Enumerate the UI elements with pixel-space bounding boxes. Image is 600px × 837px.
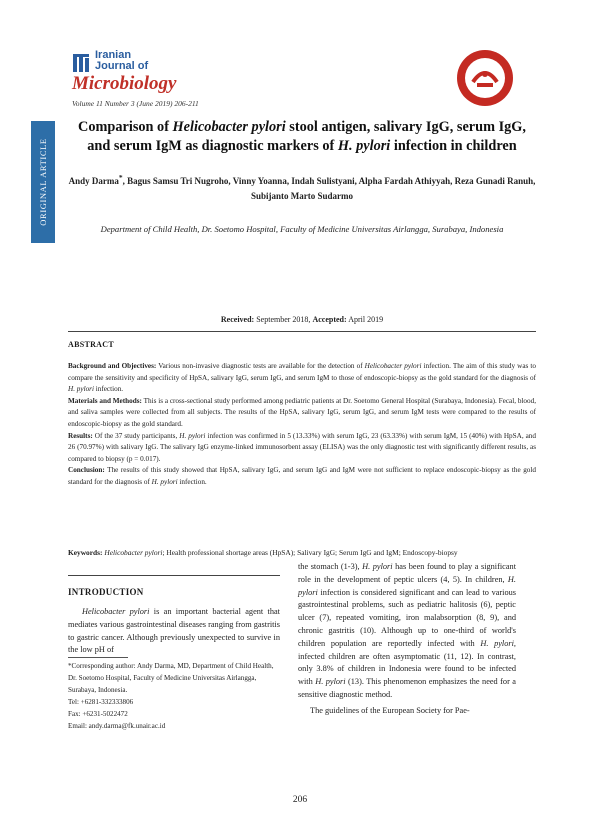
author-list: Andy Darma*, Bagus Samsu Tri Nugroho, Vinny Yoanna, Indah Sulistyani, Alpha Fardah Athiyyah, Reza Gunadi Ranuh, Subijanto Marto Sudarmo bbox=[68, 173, 536, 201]
affiliation: Department of Child Health, Dr. Soetomo Hospital, Faculty of Medicine Universitas Airlangga, Surabaya, Indonesia bbox=[100, 224, 504, 234]
corresponding-author: *Corresponding author: Andy Darma, MD, Department of Child Health, Dr. Soetomo Hospital, Faculty of Medicine Universitas Airlangga, Surabaya, Indonesia. bbox=[68, 662, 274, 694]
journal-name-small: Iranian Journal of bbox=[95, 49, 149, 72]
page-number: 206 bbox=[292, 795, 308, 805]
article-title: Comparison of Helicobacter pylori stool antigen, salivary IgG, serum IgG, and serum IgM as diagnostic markers of H. pylori infection in children bbox=[78, 119, 526, 154]
society-logo-icon bbox=[455, 48, 515, 108]
journal-logo-icon bbox=[72, 52, 94, 74]
keywords: Keywords: Helicobacter pylori; Health professional shortage areas (HpSA); Salivary IgG; Serum IgG and IgM; Endoscopy-biopsy bbox=[68, 548, 458, 557]
abstract-methods: Materials and Methods: This is a cross-sectional study performed among pediatric patients at Dr. Soetomo General Hospital (Surabaya, Indonesia). Fecal, blood, and saliva samples were collected from all subjects. The results of the HpSA, salivary IgG, serum IgG, and serum IgM tests were compared to the results of endoscopic-biopsy as the gold standard. bbox=[68, 396, 536, 428]
received-accepted-dates: Received: September 2018, Accepted: April 2019 bbox=[220, 315, 384, 324]
fax-number: Fax: +6231-5022472 bbox=[68, 709, 128, 718]
divider bbox=[68, 331, 536, 332]
abstract-background: Background and Objectives: Various non-invasive diagnostic tests are available for the detection of Helicobacter pylori infection. The aim of this study was to compare the sensitivity and specificity of HpSA, salivary IgG, serum IgG, and serum IgM to those of endoscopic-biopsy as the gold standard for the diagnosis of H. pylori infection. bbox=[68, 362, 536, 394]
article-type-label: ORIGINAL ARTICLE bbox=[38, 138, 48, 226]
email-address: Email: andy.darma@fk.unair.ac.id bbox=[68, 721, 166, 730]
intro-left-column: Helicobacter pylori is an important bacterial agent that mediates various gastrointestinal diseases ranging from gastritis to gastric cancer. Although previously unexpected to survive in the low pH of bbox=[68, 607, 280, 655]
introduction-heading: INTRODUCTION bbox=[68, 587, 144, 597]
journal-issue: Volume 11 Number 3 (June 2019) 206-211 bbox=[72, 99, 199, 108]
abstract-heading: ABSTRACT bbox=[68, 340, 114, 349]
intro-right-column: the stomach (1-3), H. pylori has been found to play a significant role in the development of peptic ulcers (4, 5). In children, H. pylori infection is considered significant and can lead to various gastrointestinal problems, such as pediatric halitosis (6), peptic ulcer (7), repeated vomiting, iron malabsorption (8, 9), and chronic gastritis (10). Although up to one-third of world's children population are reportedly infected with H. pylori, infected children are often asymptomatic (11, 12). In contrast, only 3.8% of children in Indonesia were found to be infected with H. pylori (13). This phenomenon emphasizes the need for a sensitive diagnostic method. The guidelines of the European Society for Pae- bbox=[298, 562, 517, 715]
divider bbox=[68, 575, 280, 576]
abstract-results: Results: Of the 37 study participants, H. pylori infection was confirmed in 5 (13.33%) with serum IgG, 23 (63.33%) with serum IgM, 15 (40%) with HpSA, and 26 (70.97%) with salivary IgG. The salivary IgG enzyme-linked immunosorbent assay (ELISA) was the only diagnostic test with significantly different results, as compared to biopsy (p = 0.017). bbox=[68, 431, 536, 463]
phone-number: Tel: +6281-332333806 bbox=[68, 697, 134, 706]
article-type-tab bbox=[31, 121, 55, 243]
footnotes bbox=[68, 661, 280, 732]
journal-name-large: Microbiology bbox=[72, 73, 177, 94]
abstract-conclusion: Conclusion: The results of this study showed that HpSA, salivary IgG, and serum IgG and IgM were not sufficient to replace endoscopic-biopsy as the gold standard for the diagnosis of H. pylori infection. bbox=[68, 466, 536, 486]
abstract-body bbox=[68, 361, 536, 489]
footnote-divider bbox=[68, 657, 128, 658]
